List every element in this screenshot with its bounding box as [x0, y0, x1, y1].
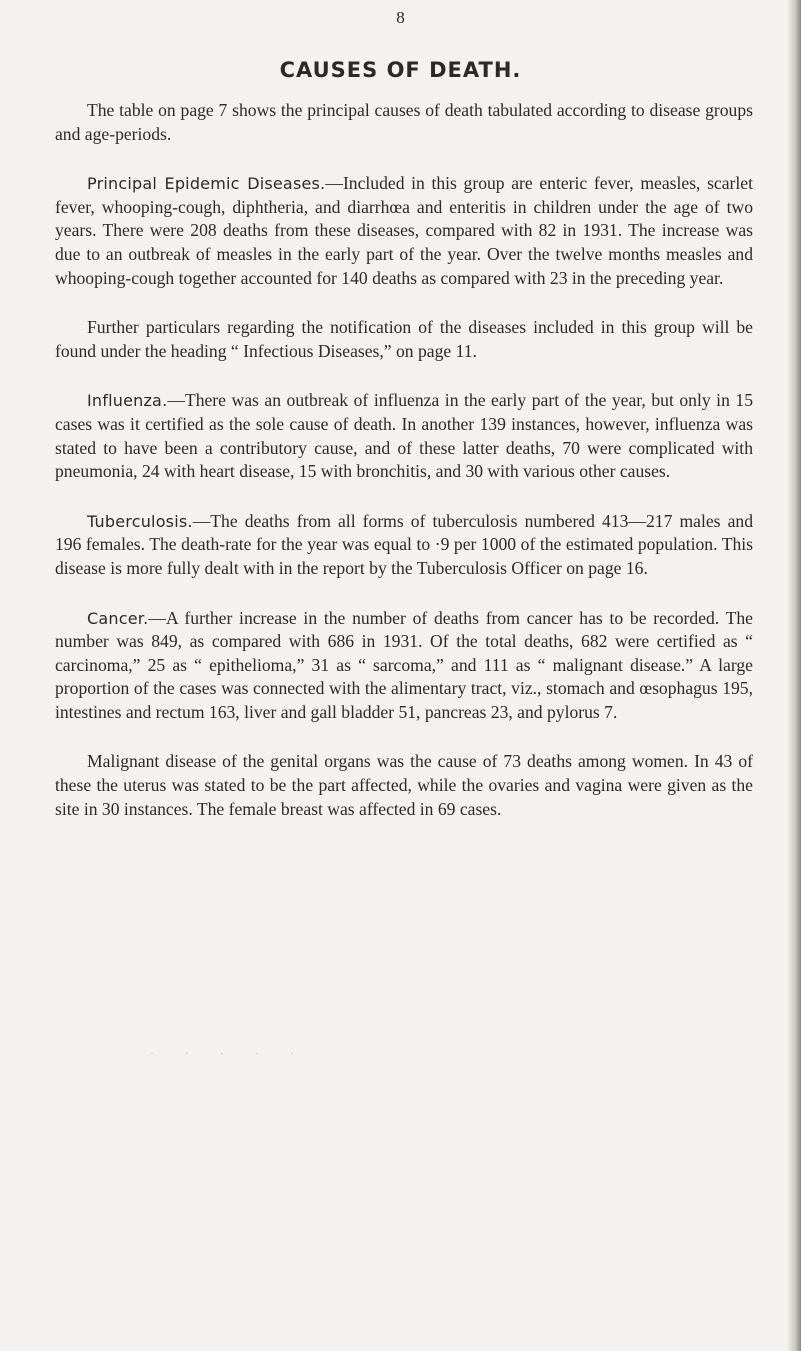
- paragraph-text: —The deaths from all forms of tuberculosis numbered 413—217 males and 196 females. The death-rate for the year was equal to ·9 per 1000 of the estimated population. This disease is more fully dealt with in the report by the Tuberculosis Officer on page 16.: [55, 510, 753, 578]
- paragraph-text: The table on page 7 shows the principal causes of death tabulated according to disease groups and age-periods.: [55, 100, 753, 144]
- page-edge-shadow: [787, 0, 801, 1351]
- section-heading: Cancer.: [87, 608, 149, 628]
- section-heading: Tuberculosis.: [87, 511, 193, 531]
- page-number: 8: [396, 8, 405, 27]
- paragraph-text: Further particulars regarding the notification of the diseases included in this group will be found under the heading “ Infectious Diseases,” on page 11.: [55, 317, 753, 361]
- paragraph-text: —Included in this group are enteric fever, measles, scarlet fever, whooping-cough, diphtheria, and diarrhœa and enteritis in children under the age of two years. There were 208 deaths from these diseases, compared with 82 in 1931. The increase was due to an outbreak of measles in the early part of the year. Over the twelve months measles and whooping-cough together accounted for 140 deaths as compared with 23 in the preceding year.: [55, 173, 753, 288]
- paragraph-text: —There was an outbreak of influenza in the early part of the year, but only in 15 cases was it certified as the sole cause of death. In another 139 instances, however, influenza was stated to have been a contributory cause, and of these latter deaths, 70 were complicated with pneumonia, 24 with heart disease, 15 with bronchitis, and 30 with various other causes.: [55, 390, 753, 482]
- body-text: [55, 99, 753, 847]
- malignant-disease-paragraph: [55, 750, 753, 821]
- epidemic-diseases-paragraph: [55, 172, 753, 290]
- further-particulars-paragraph: [55, 316, 753, 363]
- section-heading: Influenza.: [87, 391, 168, 411]
- tuberculosis-paragraph: [55, 510, 753, 581]
- paragraph-text: —A further increase in the number of deaths from cancer has to be recorded. The number was 849, as compared with 686 in 1931. Of the total deaths, 682 were certified as “ carcinoma,” 25 as “ epithelioma,” 31 as “ sarcoma,” and 111 as “ malignant disease.” A large proportion of the cases was connected with the alimentary tract, viz., stomach and œsophagus 195, intestines and rectum 163, liver and gall bladder 51, pancreas 23, and pylorus 7.: [55, 607, 753, 722]
- influenza-paragraph: [55, 389, 753, 483]
- intro-paragraph: [55, 99, 753, 146]
- section-heading: Principal Epidemic Diseases.: [87, 174, 326, 194]
- decorative-dots: · · · · ·: [150, 1046, 308, 1060]
- cancer-paragraph: [55, 607, 753, 725]
- paragraph-text: Malignant disease of the genital organs was the cause of 73 deaths among women. In 43 of these the uterus was stated to be the part affected, while the ovaries and vagina were given as the site in 30 instances. The female breast was affected in 69 cases.: [55, 751, 753, 819]
- page-title: CAUSES OF DEATH.: [279, 58, 522, 82]
